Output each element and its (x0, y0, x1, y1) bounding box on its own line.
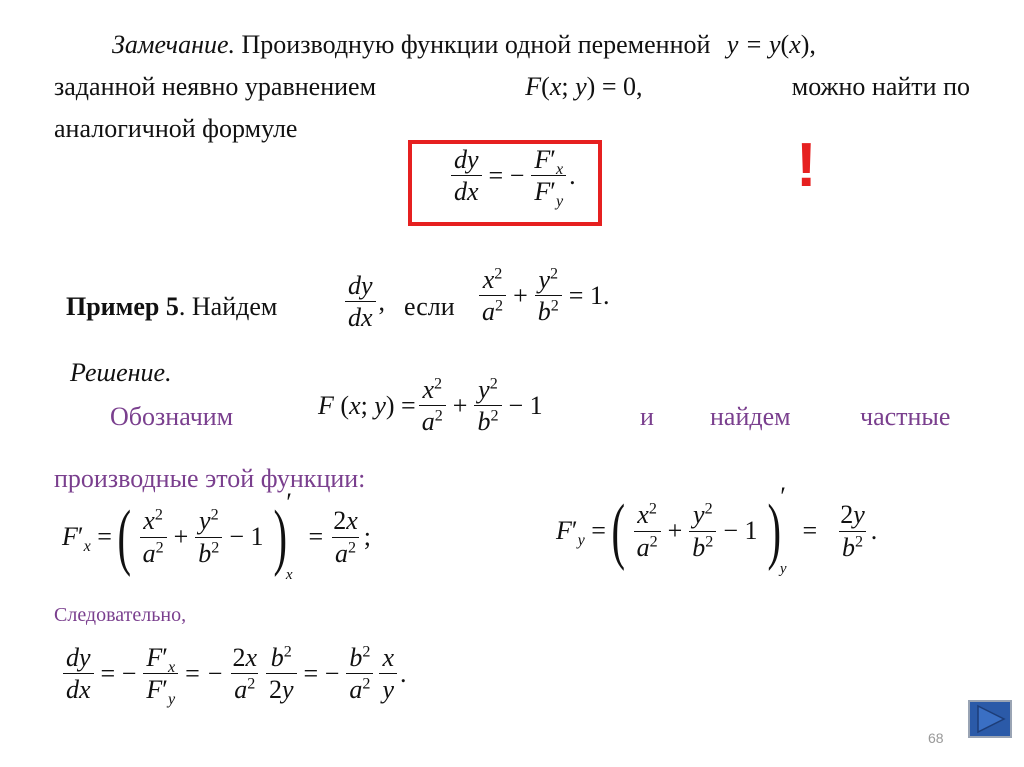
solution-find: найдем (710, 402, 791, 431)
formula-final-result: $\frac{dy}{dx}$ = − $\frac{F'_x}{F'_y}$ = − $\frac{2x}{a^2}$ $\frac{b^2}{2y}$ = − $\frac{b^2}{a^2}$ $\frac{x}{y}$ . (60, 644, 406, 704)
solution-denote: Обозначим (110, 402, 234, 431)
formula-partial-x: $F'_x$ = ( $\frac{x^2}{a^2}$ + $\frac{y^2}{b^2}$ − 1 ) ′ x = $\frac{2x}{a^2}$ ; (62, 488, 371, 583)
formula-F-definition: F ( x ; y ) = $\frac{x^2}{a^2}$ + $\frac{y^2}{b^2}$ − 1 (318, 375, 543, 437)
formula-ellipse: $\frac{x^2}{a^2}$ + $\frac{y^2}{b^2}$ = 1. (476, 266, 613, 326)
remark-line-1 (112, 30, 816, 60)
remark-line1-text: Производную функции одной переменной (241, 30, 711, 59)
solution-and: и (640, 402, 654, 431)
remark-line2-text-a: заданной неявно уравнением (54, 72, 377, 101)
solution-therefore: Следовательно, (54, 604, 187, 626)
formula-example-dydx: $\frac{dy}{dx}$ , (342, 272, 385, 332)
example-if: если (404, 292, 455, 321)
formula-F-eq-zero: F(x; y) = 0, (525, 72, 643, 101)
formula-y-of-x-args: (x), (780, 30, 816, 59)
page-number: 68 (928, 730, 944, 746)
remark-line-2 (54, 72, 970, 102)
example-text: . Найдем (178, 292, 278, 321)
solution-label: Решение. (70, 358, 172, 387)
remark-label: Замечание. (112, 30, 236, 59)
example-line (66, 292, 277, 322)
remark-line3-text: аналогичной формуле (54, 114, 298, 143)
formula-partial-y: $F'_y$ = ( $\frac{x^2}{a^2}$ + $\frac{y^2}{b^2}$ − 1 ) ′ y = $\frac{2y}{b^2}$ . (556, 482, 878, 577)
remark-line-3 (54, 114, 297, 144)
solution-line2: производные этой функции: (54, 464, 366, 493)
formula-implicit-derivative: $\frac{dy}{dx}$ = − $\frac{F'_x}{F'_y}$ . (448, 146, 576, 206)
example-label: Пример 5 (66, 292, 179, 321)
remark-line2-text-b: можно найти по (791, 72, 970, 101)
play-arrow-icon (970, 702, 1010, 736)
solution-partial: частные (860, 402, 951, 431)
formula-y-of-x: y = y (726, 30, 781, 59)
next-slide-button[interactable] (968, 700, 1012, 738)
exclamation-mark: ! (796, 131, 817, 200)
